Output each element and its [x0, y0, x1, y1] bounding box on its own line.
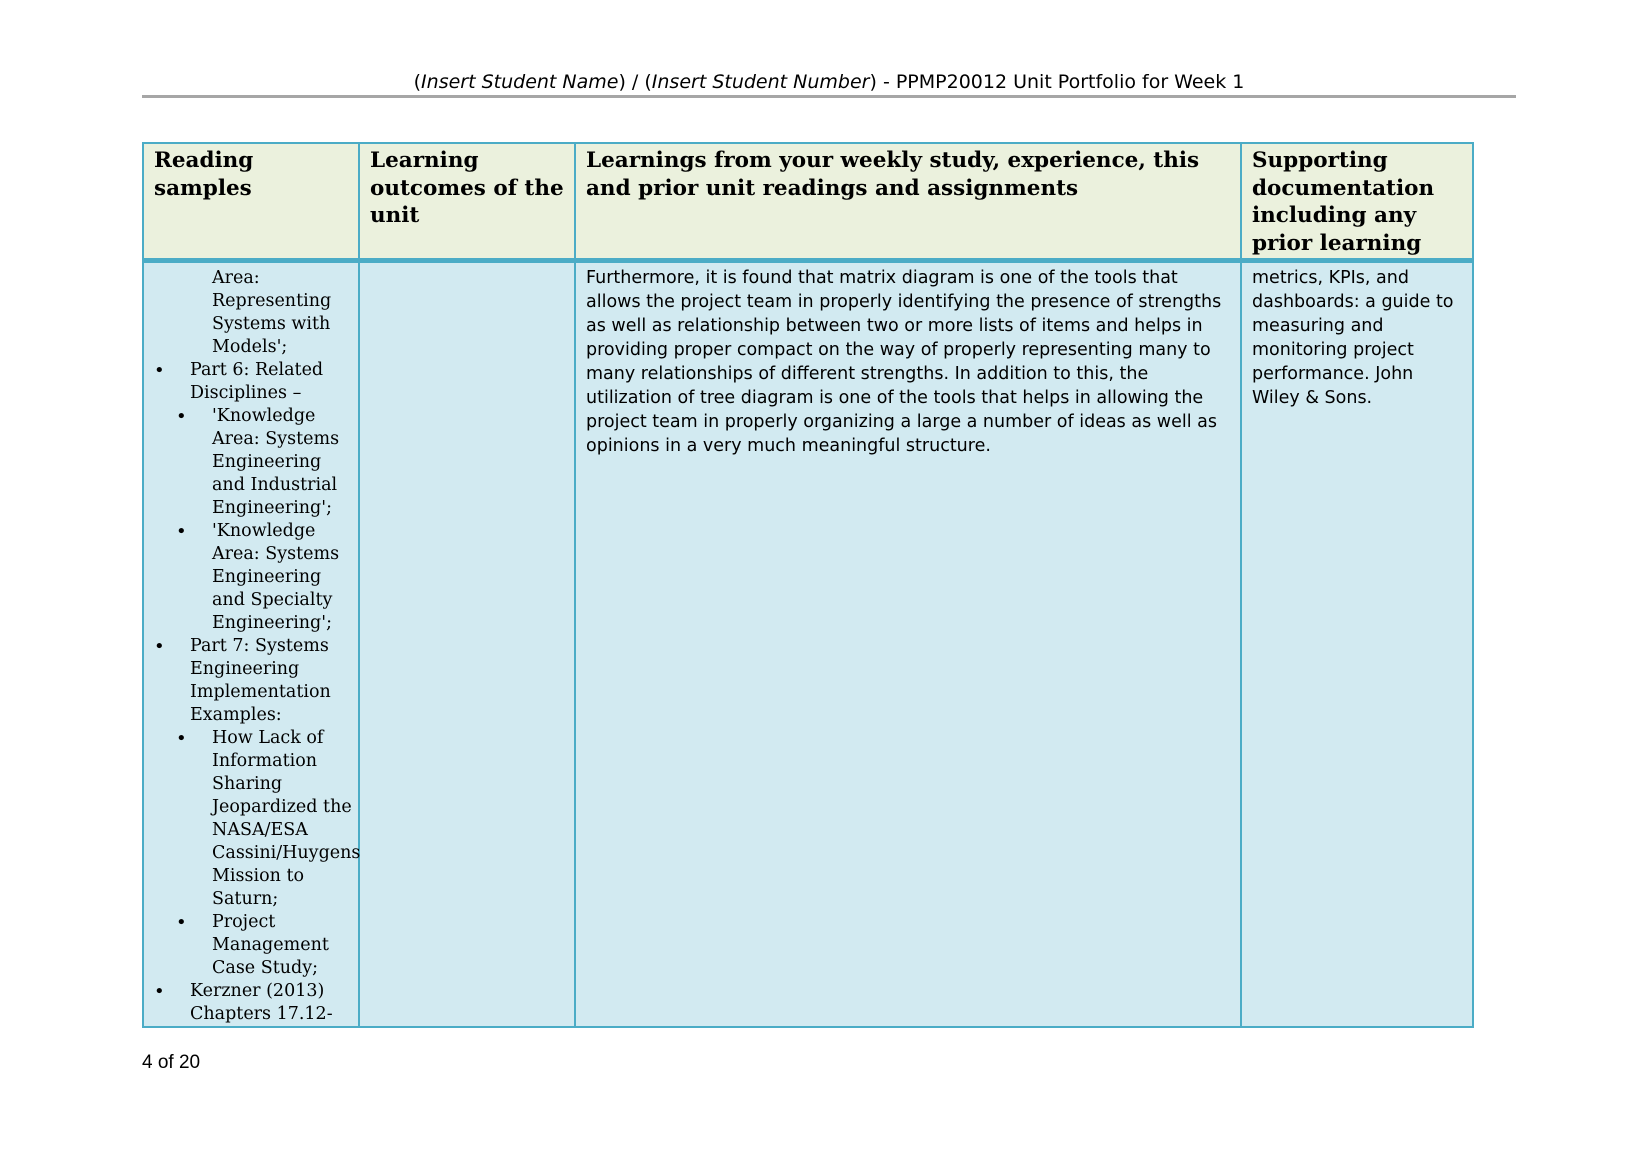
reading-samples-cell — [143, 261, 359, 1028]
portfolio-table — [142, 142, 1474, 1028]
page-number: 4 of 20 — [142, 1052, 201, 1073]
learnings-cell — [575, 261, 1241, 1028]
bullet-icon: • — [176, 912, 187, 933]
reading-samples-list — [144, 267, 361, 1026]
learnings-text: Furthermore, it is found that matrix diagram is one of the tools that allows the project team in properly identifying the presence of strengths as well as relationship between two or more lists of items and helps in providing proper compact on the way of properly representing many to many relationships of different strengths. In addition to this, the utilization of tree diagram is one of the tools that helps in allowing the project team in properly organizing a large a number of ideas as well as opinions in a very much meaningful structure. — [586, 268, 1222, 456]
bullet-icon: • — [176, 728, 187, 749]
reading-item-text: Project Management Case Study; — [212, 912, 329, 978]
reading-item-text: Part 6: Related Disciplines – — [190, 360, 324, 403]
column-header-learnings: Learnings from your weekly study, experience, this and prior unit readings and assignments — [575, 143, 1241, 261]
table-header-row — [143, 143, 1473, 261]
supporting-documentation-cell — [1241, 261, 1473, 1028]
list-item — [144, 635, 358, 727]
header-rule — [142, 95, 1516, 98]
bullet-icon: • — [154, 981, 165, 1002]
list-item — [144, 727, 361, 911]
student-number-placeholder: Insert Student Number — [651, 71, 870, 93]
learning-outcomes-cell — [359, 261, 575, 1028]
bullet-icon: • — [176, 521, 187, 542]
column-header-learning-outcomes: Learning outcomes of the unit — [359, 143, 575, 261]
bullet-icon: • — [154, 636, 165, 657]
supporting-documentation-text: metrics, KPIs, and dashboards: a guide to measuring and monitoring project performance. John Wiley & Sons. — [1252, 268, 1454, 408]
list-item — [144, 911, 358, 980]
header-unit-title: - PPMP20012 Unit Portfolio for Week 1 — [876, 71, 1245, 93]
list-item — [144, 980, 358, 1026]
list-item — [144, 267, 358, 359]
list-item — [144, 405, 358, 520]
column-header-reading-samples: Reading samples — [143, 143, 359, 261]
table-row — [143, 261, 1473, 1028]
reading-item-text: 'Knowledge Area: Systems Engineering and Specialty Engineering'; — [212, 521, 340, 633]
reading-item-text: 'Knowledge Area: Systems Engineering and Industrial Engineering'; — [212, 406, 340, 518]
reading-item-text: How Lack of Information Sharing Jeopardized the NASA/ESA Cassini/Huygens Mission to Saturn; — [212, 728, 361, 909]
list-item — [144, 520, 358, 635]
bullet-icon: • — [176, 406, 187, 427]
learning-outcomes-text — [360, 263, 574, 266]
bullet-icon: • — [154, 360, 165, 381]
reading-item-text: Kerzner (2013) Chapters 17.12- — [190, 981, 333, 1024]
student-name-placeholder: Insert Student Name — [421, 71, 619, 93]
column-header-supporting-documentation: Supporting documentation including any prior learning — [1241, 143, 1473, 261]
page-header: (Insert Student Name) / (Insert Student Number) - PPMP20012 Unit Portfolio for Week 1 — [413, 71, 1245, 93]
list-item — [144, 359, 358, 405]
reading-item-text: Area: Representing Systems with Models'; — [212, 268, 332, 357]
reading-item-text: Part 7: Systems Engineering Implementation Examples: — [190, 636, 331, 725]
